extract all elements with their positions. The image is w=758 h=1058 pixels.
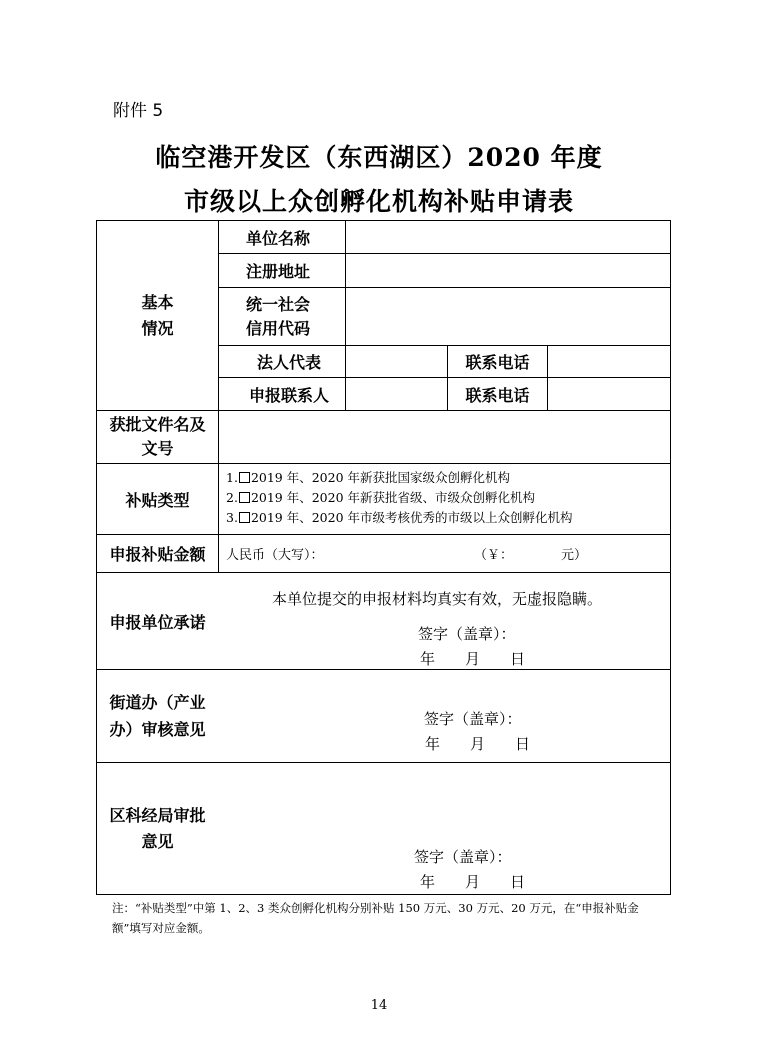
applicant-contact-label: 申报联系人 [249,385,330,405]
subsidy-option-3[interactable] [226,508,670,528]
legal-rep-field[interactable] [346,346,447,377]
page-number: 14 [370,998,388,1013]
page-title: 临空港开发区（东西湖区）2020 年度 [155,143,603,172]
subsidy-option-3-text: 2019 年、2020 年市级考核优秀的市级以上众创孵化机构 [250,510,573,525]
footnote: 注：“补贴类型”中第 1、2、3 类众创孵化机构分别补贴 150 万元、30 万元、20 万元，在“申报补贴金额”填写对应金额。 [112,901,639,935]
contact-phone-2-field[interactable] [548,378,670,410]
subsidy-option-2[interactable] [226,488,670,508]
contact-phone-field[interactable] [548,346,670,377]
applicant-contact-field[interactable] [346,378,447,410]
amount-rmb-label: 人民币（大写）： [226,548,324,563]
subsidy-option-1-number: 1. [226,470,238,485]
subsidy-type-options [226,468,670,528]
subsidy-option-1-text: 2019 年、2020 年新获批国家级众创孵化机构 [250,470,511,485]
amount-label: 申报补贴金额 [109,545,206,564]
commitment-sign: 签字（盖章）： [418,625,516,643]
approval-doc-label: 获批文件名及 文号 [109,415,206,458]
commitment-statement: 本单位提交的申报材料均真实有效，无虚报隐瞒。 [272,590,603,608]
checkbox-icon[interactable] [239,492,250,503]
subsidy-option-2-number: 2. [226,490,238,505]
bureau-approval-date: 年 月 日 [420,873,526,891]
commitment-label: 申报单位承诺 [109,612,206,632]
credit-code-field[interactable] [346,288,670,345]
contact-phone-label: 联系电话 [465,353,530,372]
bureau-approval-sign: 签字（盖章）： [414,848,512,866]
amount-yen-label: （￥： [474,548,514,563]
attachment-label: 附件 5 [113,101,164,121]
contact-phone-2-label: 联系电话 [465,385,530,405]
amount-yuan-label: 元） [561,548,588,563]
checkbox-icon[interactable] [239,512,250,523]
street-review-label: 街道办（产业 办）审核意见 [109,693,206,739]
checkbox-icon[interactable] [239,472,250,483]
page-subtitle: 市级以上众创孵化机构补贴申请表 [183,187,574,216]
reg-address-field[interactable] [346,254,670,287]
subsidy-type-label: 补贴类型 [125,490,190,510]
unit-name-field[interactable] [346,221,670,253]
legal-rep-label: 法人代表 [257,353,322,372]
basic-info-section-label: 基本 情况 [141,292,174,338]
subsidy-option-1[interactable] [226,468,670,488]
unit-name-label: 单位名称 [246,228,311,248]
approval-doc-field[interactable] [219,411,670,463]
bureau-approval-label: 区科经局审批 意见 [109,805,206,851]
street-review-date: 年 月 日 [425,735,531,753]
subsidy-option-3-number: 3. [226,510,238,525]
credit-code-label: 统一社会 信用代码 [246,294,311,338]
street-review-sign: 签字（盖章）： [424,710,522,728]
reg-address-label: 注册地址 [246,262,311,281]
subsidy-option-2-text: 2019 年、2020 年新获批省级、市级众创孵化机构 [250,490,536,505]
commitment-date: 年 月 日 [420,650,526,668]
